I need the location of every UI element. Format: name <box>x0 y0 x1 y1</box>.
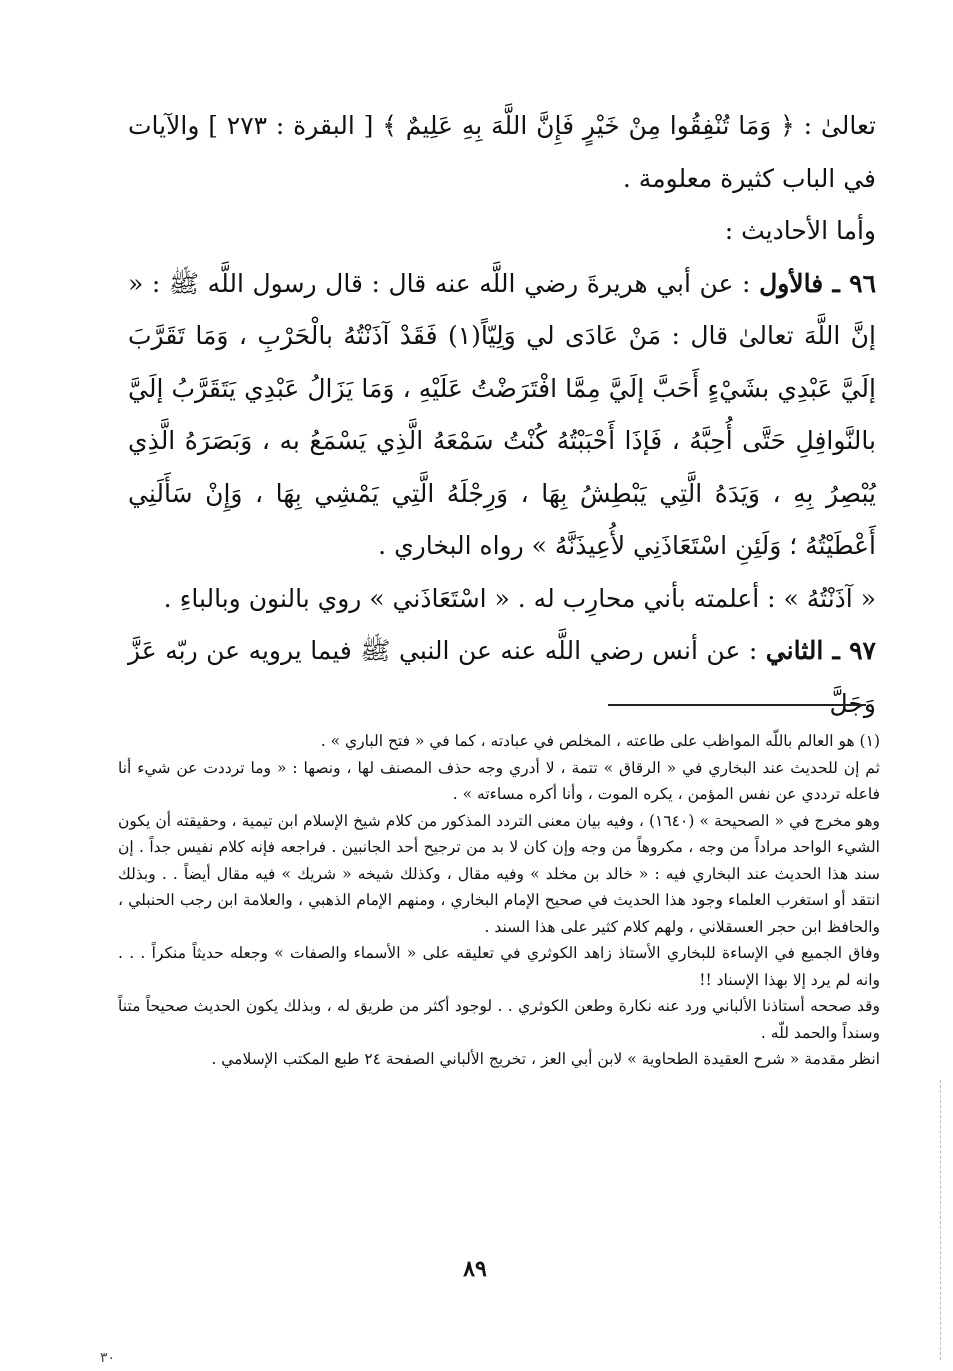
footnote-paragraph: ثم إن للحديث عند البخاري في « الرقاق » تتمة ، لا أدري وجه حذف المصنف لها ، ونصها : « وما ترددت عن شيء أنا فاعله ترددي عن نفس المؤمن ، يكره الموت ، وأنا أكره مساءته » . <box>118 758 880 803</box>
footnote-divider <box>608 704 866 706</box>
page-number: ٨٩ <box>463 1256 487 1282</box>
gloss-line: « آذَنْتُهُ » : أعلمته بأني محارِب له . « اسْتَعَاذَني » روي بالنون وبالباءِ . <box>163 583 876 613</box>
corner-mark: ٣٠ <box>100 1350 116 1366</box>
footnote-paragraph: وهو مخرج في « الصحيحة » (١٦٤٠) ، وفيه بيان معنى التردد المذكور من كلام شيخ الإسلام ابن تيمية ، وحقيقته أن يكون الشيء الواحد مراداً من وجه ، مكروهاً من وجه وإن كان لا بد من ترجيح أحد الجانبين . فراجعه فإنه كلام نفيس جداً . إن سند هذا الحديث عند البخاري فيه : « خالد بن مخلد » وفيه مقال ، وكذلك شيخه « شريك » فيه مقال أيضاً . . وبذلك انتقد أو استغرب العلماء وجود هذا الحديث في صحيح الإمام البخاري ، ومنهم الإمام الذهبي ، والعلامة ابن رجب الحنبلي ، والحافظ ابن حجر العسقلاني ، ولهم كلام كثير على هذا السند . <box>118 811 881 936</box>
hadith-96-text: : عن أبي هريرةَ رضي اللَّه عنه قال : قال رسول اللَّه ﷺ : « إنَّ اللَّهَ تعالىٰ قال : مَنْ عَادَى لي وَلِيّاً(١) فَقَدْ آذَنْتُهُ بالْحَرْبِ ، وَمَا تَقَرَّبَ إلَيَّ عَبْدِي بشَيْءٍ أَحَبَّ إلَيَّ مِمَّا افْتَرَضْتُ عَلَيْهِ ، وَمَا يَزَالُ عَبْدِي يَتَقَرَّبُ إلَيَّ بالنَّوافِلِ حَتَّى أُحِبَّهُ ، فَإذَا أَحْبَبْتُهُ كُنْتُ سَمْعَهُ الَّذِي يَسْمَعُ به ، وَبَصَرَهُ الَّذِي يُبْصِرُ بِهِ ، وَيَدَهُ الَّتِي يَبْطِشُ بِهَا ، وَرِجْلَهُ الَّتِي يَمْشِي بِهَا ، وَإِنْ سَأَلَنِي أَعْطَيْتُهُ ؛ وَلَئِنِ اسْتَعَاذَنِي لأُعِيذَنَّهُ » رواه البخاري . <box>128 268 876 560</box>
footnote-paragraph: (١) هو العالم باللّه المواظب على طاعته ، المخلص في عبادته ، كما في « فتح الباري » . <box>320 732 880 750</box>
quran-paragraph: تعالىٰ : ﴿ وَمَا تُنْفِقُوا مِنْ خَيْرٍ فَإِنَّ اللَّهَ بِهِ عَلِيمٌ ﴾ [ البقرة : ٢٧٣ ] والآيات في الباب كثيرة معلومة . <box>128 111 876 193</box>
hadith-97 <box>128 625 876 730</box>
hadith-96 <box>128 258 876 573</box>
hadith-96-label: ٩٦ ـ فالأول <box>759 268 877 298</box>
hadith-97-text: : عن أنس رضي اللَّه عنه عن النبي ﷺ فيما يرويه عن ربّه عَزَّ وَجَلَّ <box>128 636 876 718</box>
footnotes <box>118 728 880 1073</box>
footnote-paragraph: انظر مقدمة « شرح العقيدة الطحاوية » لابن أبي العز ، تخريج الألباني الصفحة ٢٤ طبع المكتب الإسلامي . <box>211 1050 880 1068</box>
footnote-paragraph: وفاق الجميع في الإساءة للبخاري الأستاذ زاهد الكوثري في تعليقه على « الأسماء والصفات » وجعله حديثاً منكراً . . . وانه لم يرد إلا بهذا الإسناد !! <box>118 944 880 989</box>
scan-edge-line <box>940 1080 941 1360</box>
hadith-97-label: ٩٧ ـ الثاني <box>765 636 876 665</box>
ahadith-heading: وأما الأحاديث : <box>724 216 876 245</box>
main-text <box>128 100 876 730</box>
footnote-paragraph: وقد صححه أستاذنا الألباني ورد عنه نكارة وطعن الكوثري . . لوجود أكثر من طريق له ، وبذلك يكون الحديث صحيحاً متناً وسنداً والحمد للّه . <box>118 997 880 1042</box>
